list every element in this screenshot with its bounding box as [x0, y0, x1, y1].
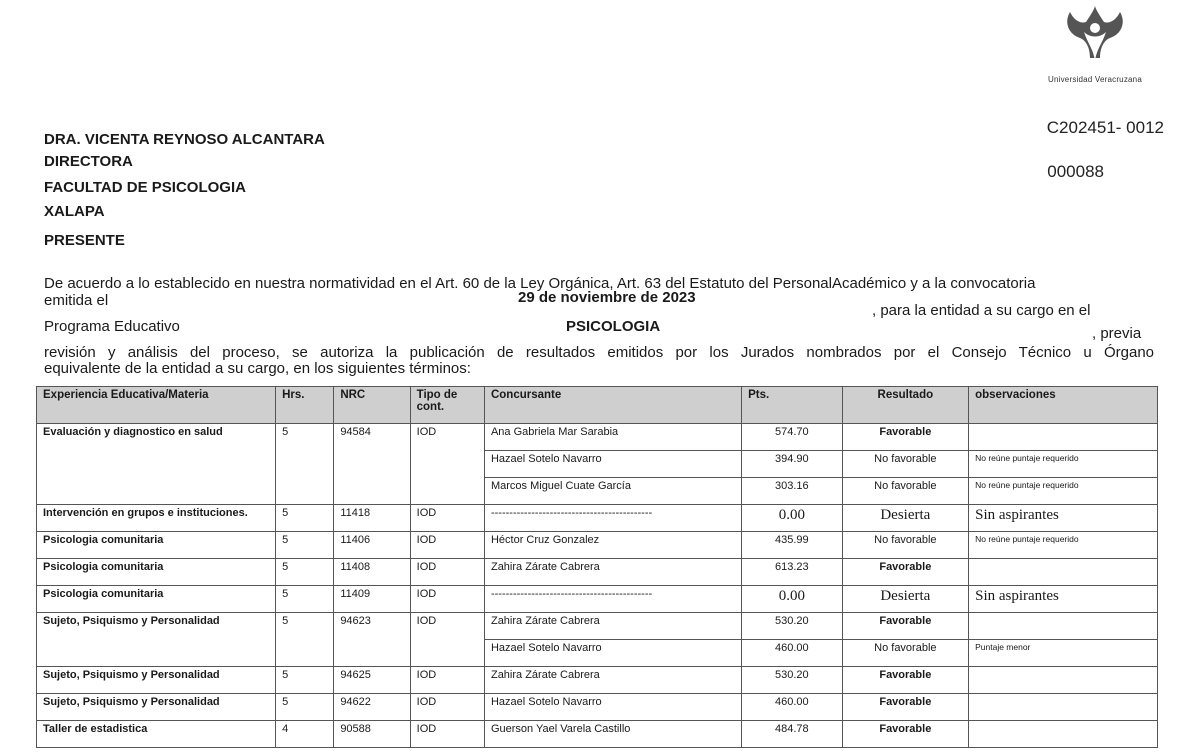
- cell-nrc: 94625: [334, 667, 410, 694]
- cell-materia: Sujeto, Psiquismo y Personalidad: [37, 667, 276, 694]
- cell-observaciones: [969, 424, 1158, 451]
- cell-tipo: IOD: [410, 424, 484, 451]
- cell-materia: [37, 478, 276, 505]
- emitida-label: emitida el: [44, 292, 109, 309]
- cell-nrc: [334, 478, 410, 505]
- cell-observaciones: No reúne puntaje requerido: [969, 478, 1158, 505]
- cell-hrs: [276, 640, 334, 667]
- cell-materia: Taller de estadistica: [37, 721, 276, 748]
- cell-resultado: Favorable: [842, 667, 969, 694]
- addressee-faculty: FACULTAD DE PSICOLOGIA: [44, 179, 246, 196]
- cell-tipo: IOD: [410, 559, 484, 586]
- cell-hrs: 4: [276, 721, 334, 748]
- cell-concursante: Guerson Yael Varela Castillo: [484, 721, 741, 748]
- cell-observaciones: No reúne puntaje requerido: [969, 451, 1158, 478]
- cell-materia: Psicologia comunitaria: [37, 586, 276, 613]
- university-logo: [1030, 4, 1160, 84]
- cell-resultado: No favorable: [842, 451, 969, 478]
- cell-hrs: 5: [276, 424, 334, 451]
- reference-code: C202451- 0012: [1046, 118, 1164, 137]
- cell-concursante: Ana Gabriela Mar Sarabia: [484, 424, 741, 451]
- cell-pts: 574.70: [742, 424, 842, 451]
- cell-tipo: IOD: [410, 613, 484, 640]
- cell-nrc: 11418: [334, 505, 410, 532]
- cell-nrc: 90588: [334, 721, 410, 748]
- header-materia: Experiencia Educativa/Materia: [37, 387, 276, 424]
- header-resultado: Resultado: [842, 387, 969, 424]
- cell-observaciones: [969, 559, 1158, 586]
- cell-resultado: No favorable: [842, 478, 969, 505]
- header-observaciones: observaciones: [969, 387, 1158, 424]
- cell-nrc: 11406: [334, 532, 410, 559]
- cell-hrs: 5: [276, 559, 334, 586]
- cell-tipo: [410, 451, 484, 478]
- cell-resultado: Favorable: [842, 694, 969, 721]
- cell-resultado: Desierta: [842, 505, 969, 532]
- table-row: [37, 640, 1158, 667]
- cell-materia: Sujeto, Psiquismo y Personalidad: [37, 694, 276, 721]
- body-line-3: revisión y análisis del proceso, se autoriza la publicación de resultados emitidos por los Jurados nombrados por el Consejo Técnico u Órgano: [44, 344, 1154, 361]
- cell-materia: Evaluación y diagnostico en salud: [37, 424, 276, 451]
- table-row: [37, 424, 1158, 451]
- cell-nrc: 94622: [334, 694, 410, 721]
- cell-concursante: Héctor Cruz Gonzalez: [484, 532, 741, 559]
- cell-pts: 394.90: [742, 451, 842, 478]
- cell-tipo: [410, 640, 484, 667]
- cell-concursante: Zahira Zárate Cabrera: [484, 559, 741, 586]
- cell-materia: [37, 640, 276, 667]
- cell-observaciones: [969, 613, 1158, 640]
- table-header-row: [37, 387, 1158, 424]
- cell-observaciones: [969, 667, 1158, 694]
- header-nrc: NRC: [334, 387, 410, 424]
- table-row: [37, 478, 1158, 505]
- cell-concursante: Hazael Sotelo Navarro: [484, 451, 741, 478]
- cell-tipo: IOD: [410, 532, 484, 559]
- programa-name: PSICOLOGIA: [566, 318, 661, 335]
- cell-materia: [37, 451, 276, 478]
- cell-resultado: Favorable: [842, 613, 969, 640]
- cell-hrs: 5: [276, 505, 334, 532]
- cell-hrs: 5: [276, 532, 334, 559]
- logo-text: Universidad Veracruzana: [1048, 75, 1142, 84]
- previa-text: , previa: [1092, 325, 1142, 342]
- cell-concursante: Marcos Miguel Cuate García: [484, 478, 741, 505]
- cell-hrs: [276, 478, 334, 505]
- cell-observaciones: [969, 694, 1158, 721]
- cell-observaciones: Sin aspirantes: [969, 586, 1158, 613]
- body-line-1: De acuerdo a lo establecido en nuestra normatividad en el Art. 60 de la Ley Orgánica, Art. 63 del Estatuto del PersonalAcadémico y a la convocatoria: [44, 275, 1036, 292]
- cell-pts: 0.00: [742, 505, 842, 532]
- addressee-city: XALAPA: [44, 203, 105, 220]
- cell-pts: 303.16: [742, 478, 842, 505]
- cell-observaciones: Sin aspirantes: [969, 505, 1158, 532]
- cell-resultado: Favorable: [842, 424, 969, 451]
- cell-resultado: Favorable: [842, 559, 969, 586]
- cell-pts: 530.20: [742, 613, 842, 640]
- cell-resultado: No favorable: [842, 532, 969, 559]
- cell-nrc: [334, 640, 410, 667]
- cell-concursante: Hazael Sotelo Navarro: [484, 640, 741, 667]
- cell-pts: 530.20: [742, 667, 842, 694]
- table-row: [37, 694, 1158, 721]
- table-row: [37, 451, 1158, 478]
- cell-resultado: No favorable: [842, 640, 969, 667]
- entidad-text: , para la entidad a su cargo en el: [872, 302, 1091, 319]
- programa-label: Programa Educativo: [44, 318, 180, 335]
- cell-hrs: 5: [276, 667, 334, 694]
- cell-materia: Psicologia comunitaria: [37, 532, 276, 559]
- cell-resultado: Desierta: [842, 586, 969, 613]
- cell-materia: Psicologia comunitaria: [37, 559, 276, 586]
- addressee-name: DRA. VICENTA REYNOSO ALCANTARA: [44, 131, 325, 148]
- cell-tipo: IOD: [410, 586, 484, 613]
- addressee-title: DIRECTORA: [44, 153, 133, 170]
- presente-label: PRESENTE: [44, 232, 125, 249]
- cell-nrc: [334, 451, 410, 478]
- header-tipo: Tipo de cont.: [410, 387, 484, 424]
- cell-pts: 435.99: [742, 532, 842, 559]
- cell-tipo: IOD: [410, 721, 484, 748]
- results-table: [36, 386, 1158, 748]
- cell-materia: Sujeto, Psiquismo y Personalidad: [37, 613, 276, 640]
- table-row: [37, 586, 1158, 613]
- cell-nrc: 11409: [334, 586, 410, 613]
- table-row: [37, 667, 1158, 694]
- cell-resultado: Favorable: [842, 721, 969, 748]
- cell-concursante: Zahira Zárate Cabrera: [484, 667, 741, 694]
- cell-nrc: 11408: [334, 559, 410, 586]
- cell-pts: 460.00: [742, 694, 842, 721]
- cell-pts: 484.78: [742, 721, 842, 748]
- header-pts: Pts.: [742, 387, 842, 424]
- reference-number: 000088: [1047, 162, 1104, 181]
- cell-pts: 613.23: [742, 559, 842, 586]
- cell-observaciones: Puntaje menor: [969, 640, 1158, 667]
- cell-nrc: 94584: [334, 424, 410, 451]
- table-row: [37, 721, 1158, 748]
- table-row: [37, 613, 1158, 640]
- cell-tipo: IOD: [410, 505, 484, 532]
- university-seal-icon: [1060, 4, 1130, 68]
- table-row: [37, 532, 1158, 559]
- cell-concursante: --------------------------------------------: [484, 505, 741, 532]
- cell-hrs: 5: [276, 613, 334, 640]
- table-row: [37, 559, 1158, 586]
- cell-observaciones: [969, 721, 1158, 748]
- cell-hrs: [276, 451, 334, 478]
- cell-concursante: --------------------------------------------: [484, 586, 741, 613]
- header-hrs: Hrs.: [276, 387, 334, 424]
- cell-hrs: 5: [276, 694, 334, 721]
- cell-nrc: 94623: [334, 613, 410, 640]
- cell-concursante: Hazael Sotelo Navarro: [484, 694, 741, 721]
- body-line-4: equivalente de la entidad a su cargo, en los siguientes términos:: [44, 360, 471, 377]
- cell-pts: 460.00: [742, 640, 842, 667]
- cell-materia: Intervención en grupos e instituciones.: [37, 505, 276, 532]
- cell-pts: 0.00: [742, 586, 842, 613]
- cell-hrs: 5: [276, 586, 334, 613]
- cell-observaciones: No reúne puntaje requerido: [969, 532, 1158, 559]
- cell-tipo: IOD: [410, 667, 484, 694]
- cell-tipo: [410, 478, 484, 505]
- header-concursante: Concursante: [484, 387, 741, 424]
- cell-tipo: IOD: [410, 694, 484, 721]
- table-row: [37, 505, 1158, 532]
- cell-concursante: Zahira Zárate Cabrera: [484, 613, 741, 640]
- convocatoria-date: 29 de noviembre de 2023: [518, 289, 696, 306]
